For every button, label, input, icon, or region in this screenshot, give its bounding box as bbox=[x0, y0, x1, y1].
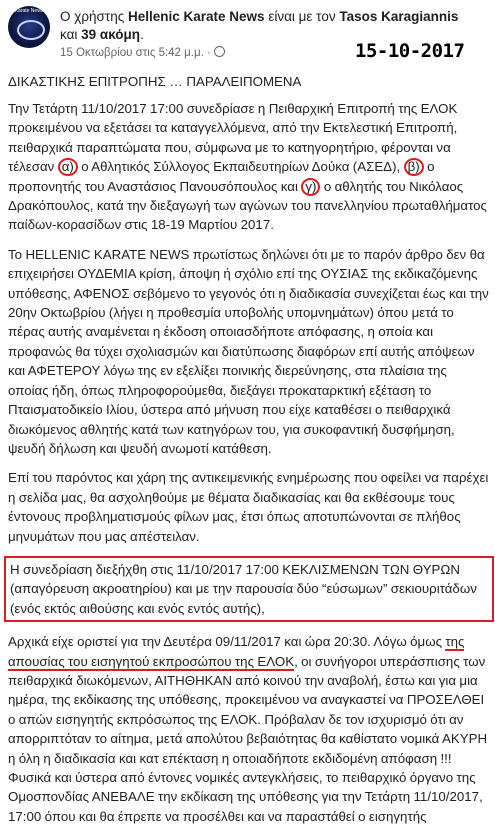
circled-mark-b: β) bbox=[404, 158, 424, 176]
circled-mark-a: α) bbox=[58, 158, 78, 176]
paragraph-5: Αρχικά είχε οριστεί για την Δευτέρα 09/11/2017 και ώρα 20:30. Λόγω όμως της απουσίας του εισηγητού εκπροσώπου της ΕΛΟΚ, οι συνήγοροι υπεράσπισης των πειθαρχικά διωκόμενων, ΑΙΤΗΘΗΚΑΝ από κοινού την αναβολή, έστω και για μια ημέρα, της εκδίκασης της υπόθεσης, προκειμένου να αναγκαστεί να ΠΡΟΣΕΛΘΕΙ ο απών εισηγητής εκπρόσωπος της ΕΛΟΚ. Πρόβαλαν δε τον ισχυρισμό ότι αν απορριπτόταν το αίτημα, μετά απολύτου βεβαιότητας θα καθίστατο νομικά ΑΚΥΡΗ η όλη η διαδικασία και κατ επέκταση η οποιαδήποτε εκδιδομένη απόφαση !!! Φυσικά και ύστερα από έντονες νομικές αντεγκλήσεις, το πειθαρχικό όργανο της Ομοσπονδίας ΑΝΕΒΑΛΕ την εκδίκαση της υπόθεσης για την Τετάρτη 11/10/2017, 17:00 όπου και θα έπρεπε να προσέλθει και να παραστάθεί ο εισηγητής bbox=[8, 634, 488, 824]
post-attribution: Ο χρήστης Hellenic Karate News είναι με τον Tasos Karagiannis και 39 ακόμη. bbox=[60, 9, 459, 42]
avatar-logo-ring bbox=[17, 20, 45, 40]
page-avatar[interactable] bbox=[8, 6, 50, 48]
article-body bbox=[8, 66, 490, 836]
paragraph-1: Την Τετάρτη 11/10/2017 17:00 συνεδρίασε η Πειθαρχική Επιτροπή της ΕΛΟΚ προκειμένου να εξετάσει τα καταγγελλόμενα, από την Εκτελεστική Επιτροπή, πειθαρχικά παραπτώματα που, σύμφωνα με το κατηγορητήριο, φέρονται να τέλεσαν α) ο Αθλητικός Σύλλογος Εκπαιδευτηρίων Δούκα (ΑΣΕΔ), β) ο προπονητής του Αναστάσιος Πανουσόπουλος και γ) ο αθλητής του Νικόλαος Δρακόπουλος, κατά την διεξαγωγή των αγώνων του πανελληνίου πρωταθλήματος παίδων-κορασίδων στις 18-19 Μαρτίου 2017. bbox=[8, 101, 487, 233]
paragraph-3: Επί του παρόντος και χάρη της αντικειμενικής ενημέρωσης που οφείλει να παρέχει η σελίδα μας, θα ασχοληθούμε με θέματα διαδικασίας και θα εκθέσουμε τους έντονους προβληματισμούς φίλων μας, έτσι όπως αποτυπώνονται σε πλήθος μηνυμάτων που μας απέστειλαν. bbox=[8, 470, 489, 544]
others-link[interactable]: 39 ακόμη bbox=[81, 27, 141, 42]
circled-mark-c: γ) bbox=[301, 178, 320, 196]
author-link[interactable]: Hellenic Karate News bbox=[127, 9, 265, 24]
article-heading: ΔΙΚΑΣΤΙΚΗΣ ΕΠΙΤΡΟΠΗΣ … ΠΑΡΑΛΕΙΠΟΜΕΝΑ bbox=[8, 74, 302, 89]
paragraph-2: Το HELLENIC KARATE NEWS πρωτίστως δηλώνει ότι με το παρόν άρθρο δεν θα επιχειρήσει ΟΥΔΕΜΙΑ κρίση, άποψη ή σχόλιο επί της ΟΥΣΙΑΣ της εκδικαζόμενης υπόθεσης, ΑΦΕΝΟΣ σεβόμενο το γεγονός ότι η διαδικασία συνεχίζεται έως και την 20ην Οκτωβρίου (λήγει η προθεσμία υποβολής υπομνημάτων) όπου μετά το πέρας αυτής αναμένεται η έκδοση οποιασδήποτε απόφασης, η οποία και προφανώς θα τύχει σχολιασμών και διατύπωσης διαφόρων επί αυτής απόψεων και ΑΦΕΤΕΡΟΥ λόγω της εν εξελίξει ποινικής διερεύνησης, στα πλαίσια της οποίας ήδη, όπως πληροφορούμεθα, διεξάγει προκαταρκτική εξέταση το Πταισματοδικείο Ιλίου, ύστερα από μήνυση που είχε καταθέσει ο πειθαρχικά διωκόμενος αθλητής κατά των κατηγόρων του, για συκοφαντική δυσφήμηση, ψευδή δήλωση και ψευδή ανωμοτί κατάθεση. bbox=[8, 246, 489, 456]
tagged-user-link[interactable]: Tasos Karagiannis bbox=[339, 9, 459, 24]
globe-icon bbox=[214, 46, 225, 57]
post-timestamp[interactable]: 15 Οκτωβρίου στις 5:42 μ.μ. · bbox=[60, 46, 225, 59]
avatar-logo-text: Karate News bbox=[14, 8, 44, 14]
underlined-phrase: της απουσίας του εισηγητού εκπροσώπου της ΕΛΟΚ bbox=[8, 634, 465, 669]
boxed-paragraph: Η συνεδρίαση διεξήχθη στις 11/10/2017 17:00 ΚΕΚΛΙΣΜΕΝΩΝ ΤΩΝ ΘΥΡΩΝ (απαγόρευση ακροατηρίου) και με την παρουσία δύο “εύσωμων” σεκιουριτάδων (ενός εκτός αιθούσης και ενός εντός αυτής), bbox=[4, 556, 494, 622]
handwritten-date: 15-10-2017 bbox=[355, 40, 465, 62]
post-header bbox=[0, 0, 495, 66]
